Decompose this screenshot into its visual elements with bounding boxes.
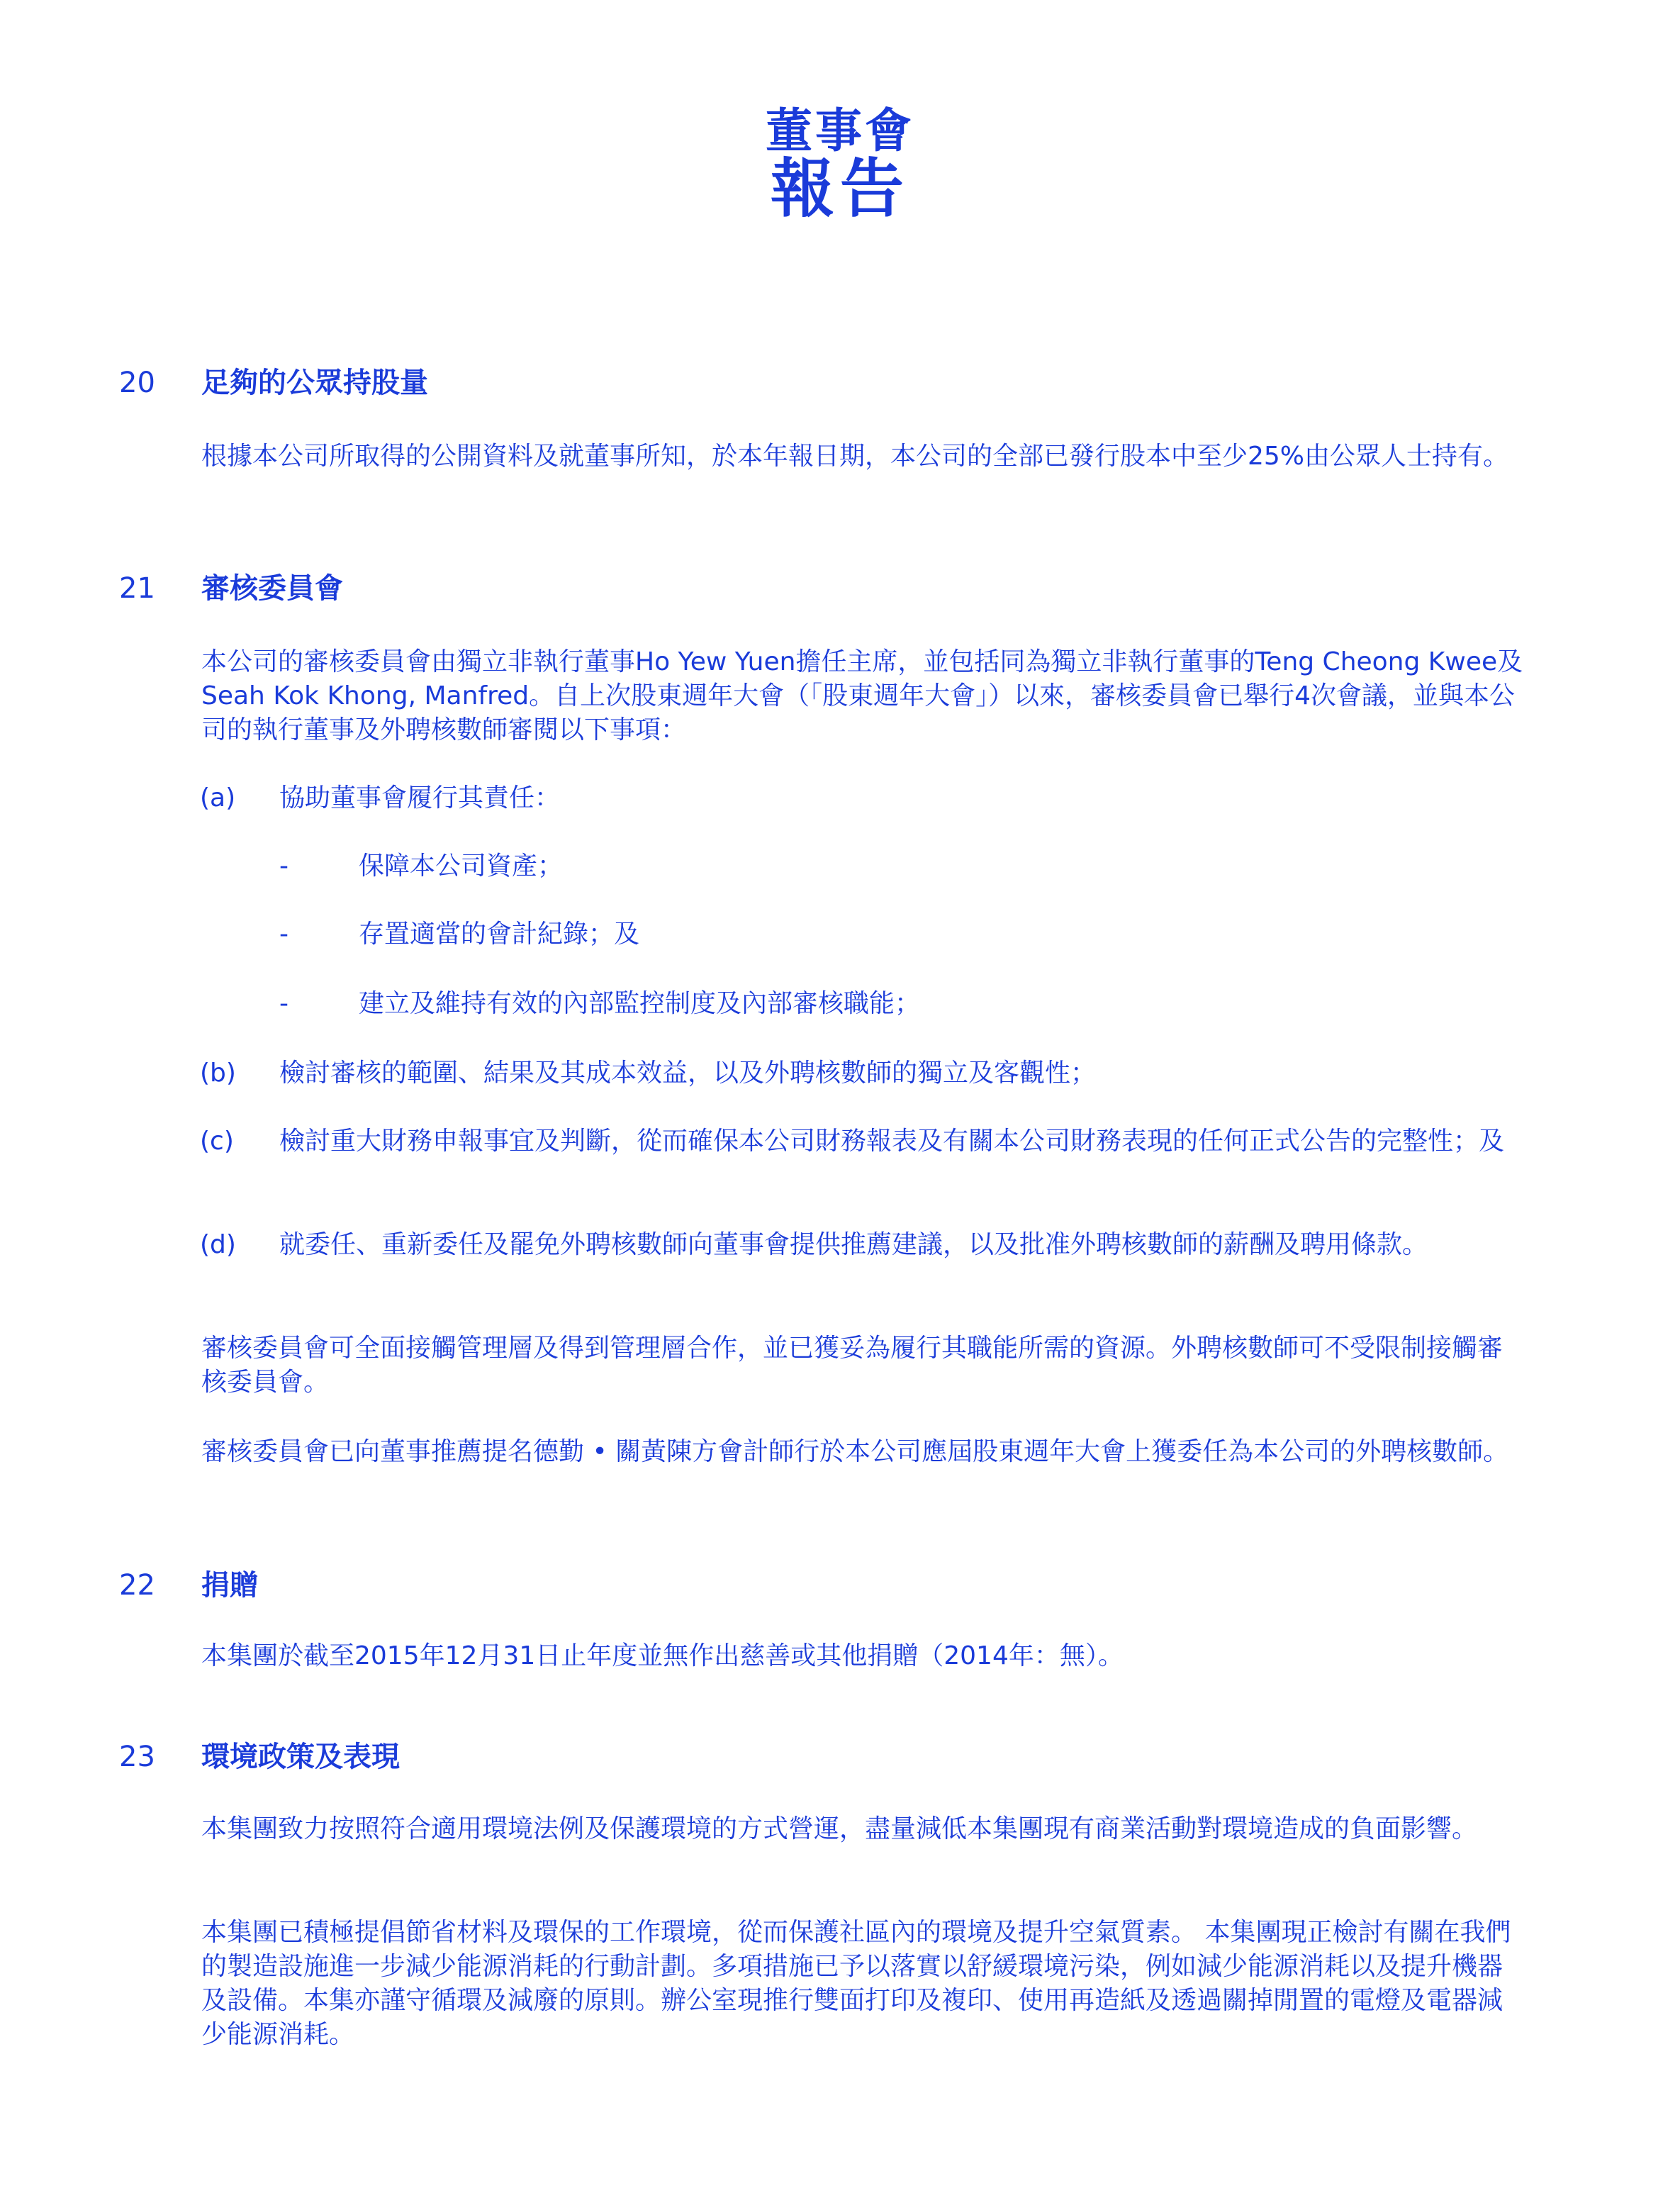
- section-20-paragraph: 根據本公司所取得的公開資料及就董事所知，於本年報日期，本公司的全部已發行股本中至少25%由公眾人士持有。: [201, 442, 1509, 471]
- section-21-intro: 本公司的審核委員會由獨立非執行董事Ho Yew Yuen擔任主席，並包括同為獨立非執行董事的Teng Cheong Kwee及Seah Kok Khong, Manfred。自上次股東週年大會（「股東週年大會」）以來，審核委員會已舉行4次會議，並與本公司的執行董事及外聘核數師審閱以下事項：: [201, 647, 1523, 744]
- list-item-text: 協助董事會履行其責任：: [279, 783, 561, 813]
- page-title-line2: 報告: [771, 152, 909, 226]
- sub-bullet-text: 保障本公司資產；: [359, 852, 564, 881]
- section-number: 20: [119, 367, 155, 399]
- list-item-a: [200, 781, 1527, 815]
- section-title: 環境政策及表現: [201, 1741, 400, 1773]
- section-number: 21: [119, 572, 155, 605]
- section-title: 足夠的公眾持股量: [201, 367, 428, 399]
- section-23-paragraph-2: 本集團已積極提倡節省材料及環保的工作環境，從而保護社區內的環境及提升空氣質素。 本集團現正檢討有關在我們的製造設施進一步減少能源消耗的行動計劃。多項措施已予以落實以舒緩環境污染，例如減少能源消耗以及提升機器及設備。本集亦謹守循環及減廢的原則。辦公室現推行雙面打印及複印、使用再造紙及透過關掉閒置的電燈及電器減少能源消耗。: [201, 1918, 1511, 2049]
- sub-bullet-2: [279, 917, 1527, 951]
- section-number: 23: [119, 1741, 155, 1773]
- section-23-paragraph-1: 本集團致力按照符合適用環境法例及保護環境的方式營運，盡量減低本集團現有商業活動對環境造成的負面影響。: [201, 1814, 1478, 1843]
- section-title: 捐贈: [201, 1569, 258, 1602]
- section-21-heading: [119, 574, 343, 603]
- section-22-paragraph: 本集團於截至2015年12月31日止年度並無作出慈善或其他捐贈（2014年：無）。: [201, 1641, 1124, 1670]
- section-21-paragraph-1: 審核委員會可全面接觸管理層及得到管理層合作，並已獲妥為履行其職能所需的資源。外聘核數師可不受限制接觸審核委員會。: [201, 1334, 1503, 1397]
- sub-bullet-3: [279, 987, 1527, 1021]
- list-item-text: 檢討重大財務申報事宜及判斷，從而確保本公司財務報表及有關本公司財務表現的任何正式公告的完整性；及: [279, 1127, 1505, 1156]
- section-number: 22: [119, 1569, 155, 1602]
- sub-bullet-text: 建立及維持有效的內部監控制度及內部審核職能；: [359, 989, 921, 1018]
- list-item-label: (b): [200, 1059, 236, 1088]
- section-20-heading: [119, 369, 428, 397]
- sub-bullet-1: [279, 849, 1527, 883]
- page-title-line1: 董事會: [766, 104, 914, 158]
- list-item-c: [200, 1124, 1527, 1159]
- list-item-b: [200, 1056, 1527, 1090]
- sub-bullet-text: 存置適當的會計紀錄；及: [359, 920, 640, 949]
- section-22-heading: [119, 1571, 258, 1600]
- list-item-d: [200, 1228, 1527, 1262]
- list-item-text: 檢討審核的範圍、結果及其成本效益，以及外聘核數師的獨立及客觀性；: [279, 1059, 1097, 1088]
- list-item-label: (c): [200, 1127, 234, 1156]
- section-21-paragraph-2: 審核委員會已向董事推薦提名德勤 • 關黃陳方會計師行於本公司應屆股東週年大會上獲委任為本公司的外聘核數師。: [201, 1437, 1509, 1466]
- list-item-text: 就委任、重新委任及罷免外聘核數師向董事會提供推薦建議，以及批准外聘核數師的薪酬及聘用條款。: [279, 1230, 1428, 1259]
- bullet-dash: -: [279, 852, 289, 881]
- bullet-dash: -: [279, 989, 289, 1018]
- bullet-dash: -: [279, 920, 289, 949]
- list-item-label: (d): [200, 1230, 236, 1259]
- section-title: 審核委員會: [201, 572, 343, 605]
- list-item-label: (a): [200, 783, 236, 813]
- section-23-heading: [119, 1743, 400, 1771]
